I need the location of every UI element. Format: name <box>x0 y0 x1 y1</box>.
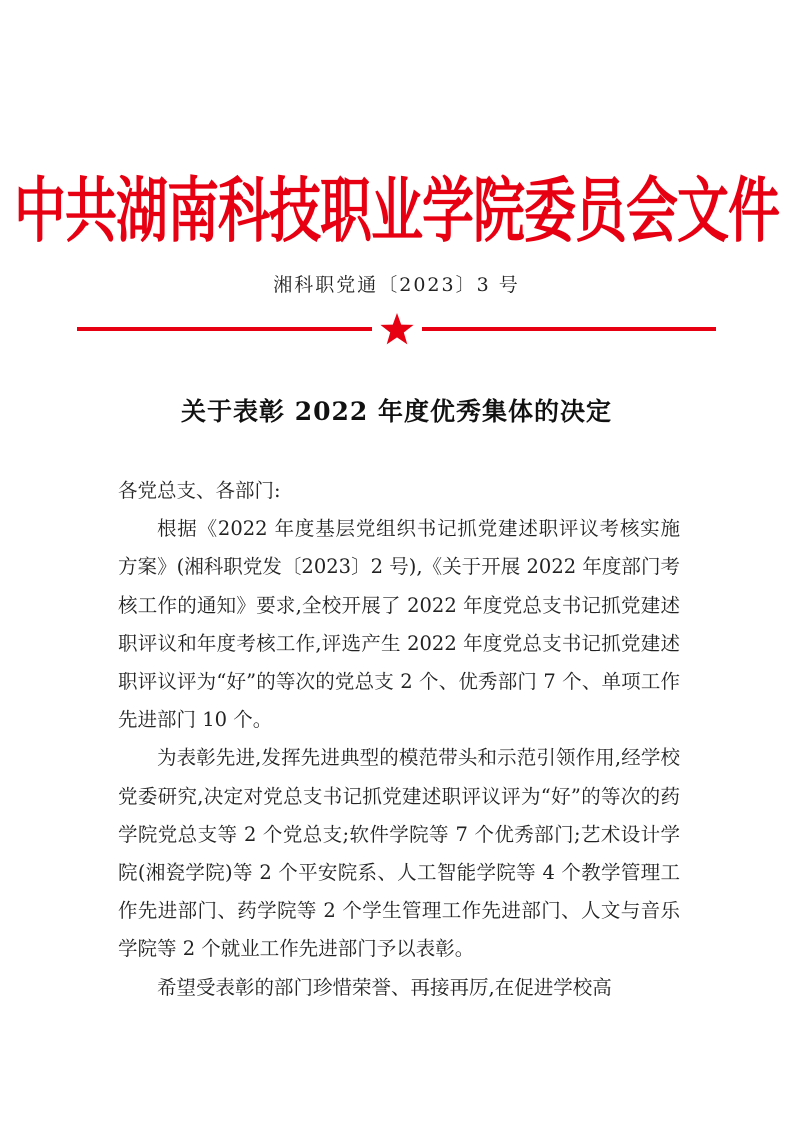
paragraph-2: 为表彰先进,发挥先进典型的模范带头和示范引领作用,经学校党委研究,决定对党总支书记抓党建述职评议评为“好”的等次的药学院党总支等 2 个党总支;软件学院等 7 个优秀部门;艺术设计学院(湘瓷学院)等 2 个平安院系、人工智能学院等 4 个教学管理工作先进部门、药学院等 2 个学生管理工作先进部门、人文与音乐学院等 2 个就业工作先进部门予以表彰。 <box>118 746 680 961</box>
paragraph-3: 希望受表彰的部门珍惜荣誉、再接再厉,在促进学校高 <box>157 975 612 999</box>
document-title: 关于表彰 2022 年度优秀集体的决定 <box>181 397 612 426</box>
document-number: 湘科职党通〔2023〕3 号 <box>273 274 520 296</box>
salutation: 各党总支、各部门: <box>118 479 281 502</box>
red-star-icon <box>379 312 415 346</box>
masthead-title: 中共湖南科技职业学院委员会文件 <box>13 170 779 253</box>
red-rule-left <box>77 327 372 331</box>
document-body <box>118 472 680 1007</box>
paragraph-1: 根据《2022 年度基层党组织书记抓党建述职评议考核实施方案》(湘科职党发〔2023〕2 号),《关于开展 2022 年度部门考核工作的通知》要求,全校开展了 2022 年度党总支书记抓党建述职评议和年度考核工作,评选产生 2022 年度党总支书记抓党建述职评议评为“好”的等次的党总支 2 个、优秀部门 7 个、单项工作先进部门 10 个。 <box>118 517 680 732</box>
red-rule-right <box>422 327 716 331</box>
